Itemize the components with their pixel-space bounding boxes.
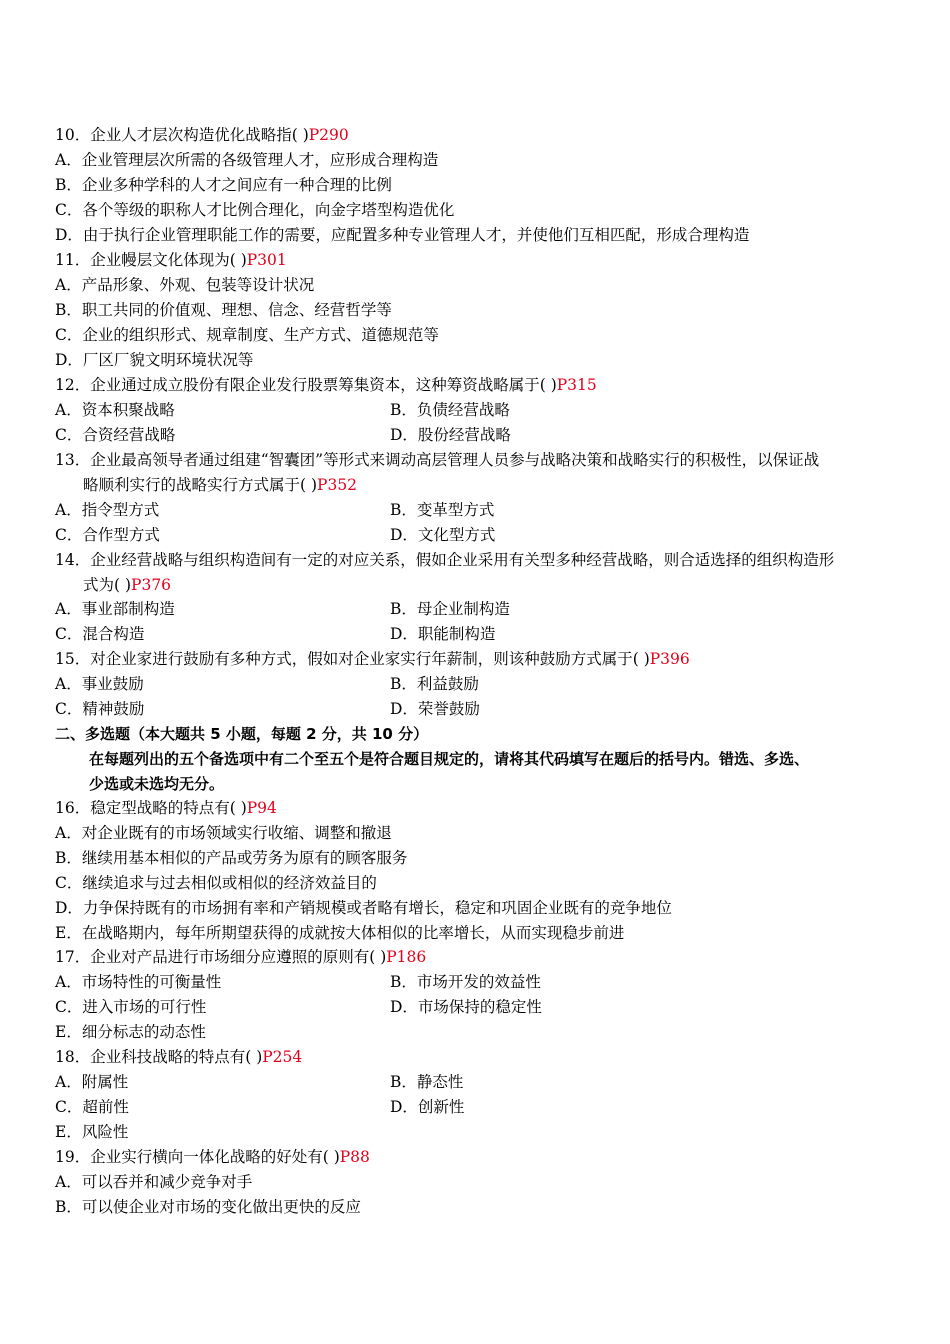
question-13-option-c: C．合作型方式 (55, 526, 160, 544)
page-ref: P352 (317, 476, 358, 494)
question-15-option-c: C．精神鼓励 (55, 700, 145, 718)
question-11-option-d: D．厂区厂貌文明环境状况等 (55, 351, 254, 369)
question-14-option-a: A．事业部制构造 (55, 600, 175, 618)
question-18-option-e: E．风险性 (55, 1123, 129, 1141)
question-11-stem (55, 248, 287, 273)
section-instructions-cont: 少选或未选均无分。 (89, 775, 225, 793)
stem-text: 略顺利实行的战略实行方式属于( ) (83, 476, 318, 494)
question-10-option-b: B．企业多种学科的人才之间应有一种合理的比例 (55, 176, 392, 194)
question-17-option-b: B．市场开发的效益性 (390, 973, 541, 991)
question-12-option-a: A．资本积聚战略 (55, 401, 175, 419)
question-18-option-c: C．超前性 (55, 1098, 129, 1116)
question-14-stem-cont (83, 573, 171, 598)
question-19-stem (55, 1145, 370, 1170)
page-ref: P376 (131, 576, 172, 594)
question-14-option-d: D．职能制构造 (390, 625, 496, 643)
question-10-option-a: A．企业管理层次所需的各级管理人才，应形成合理构造 (55, 151, 439, 169)
stem-text: 11．企业幔层文化体现为( ) (55, 251, 247, 269)
page-ref: P315 (556, 376, 597, 394)
question-10-option-c: C．各个等级的职称人才比例合理化，向金字塔型构造优化 (55, 201, 455, 219)
question-12-stem (55, 373, 597, 398)
question-19-option-a: A．可以吞并和减少竞争对手 (55, 1173, 253, 1191)
section-heading: 二、多选题（本大题共 5 小题，每题 2 分，共 10 分） (55, 725, 429, 743)
question-16-option-d: D．力争保持既有的市场拥有率和产销规模或者略有增长，稳定和巩固企业既有的竞争地位 (55, 899, 672, 917)
question-15-option-a: A．事业鼓励 (55, 675, 144, 693)
page-ref: P94 (246, 799, 277, 817)
stem-text: 12．企业通过成立股份有限企业发行股票筹集资本，这种筹资战略属于( ) (55, 376, 557, 394)
question-10-option-d: D．由于执行企业管理职能工作的需要，应配置多种专业管理人才，并使他们互相匹配，形成合理构造 (55, 226, 750, 244)
question-11-option-b: B．职工共同的价值观、理想、信念、经营哲学等 (55, 301, 392, 319)
stem-text: 10．企业人才层次构造优化战略指( ) (55, 126, 309, 144)
question-16-option-b: B．继续用基本相似的产品或劳务为原有的顾客服务 (55, 849, 408, 867)
question-14-stem: 14．企业经营战略与组织构造间有一定的对应关系，假如企业采用有关型多种经营战略，则合适选择的组织构造形 (55, 551, 835, 569)
question-16-option-a: A．对企业既有的市场领域实行收缩、调整和撤退 (55, 824, 392, 842)
question-18-stem (55, 1045, 302, 1070)
page-ref: P88 (339, 1148, 370, 1166)
question-17-option-e: E．细分标志的动态性 (55, 1023, 206, 1041)
question-12-option-c: C．合资经营战略 (55, 426, 176, 444)
question-16-option-e: E．在战略期内，每年所期望获得的成就按大体相似的比率增长，从而实现稳步前进 (55, 924, 625, 942)
question-16-option-c: C．继续追求与过去相似或相似的经济效益目的 (55, 874, 377, 892)
question-14-option-b: B．母企业制构造 (390, 600, 510, 618)
question-17-stem (55, 945, 426, 970)
question-13-option-a: A．指令型方式 (55, 501, 160, 519)
section-instructions: 在每题列出的五个备选项中有二个至五个是符合题目规定的，请将其代码填写在题后的括号内。错选、多选、 (89, 750, 810, 768)
question-17-option-a: A．市场特性的可衡量性 (55, 973, 222, 991)
page-ref: P290 (308, 126, 349, 144)
question-10-stem (55, 123, 349, 148)
question-12-option-b: B．负债经营战略 (390, 401, 510, 419)
stem-text: 式为( ) (83, 576, 132, 594)
question-13-option-d: D．文化型方式 (390, 526, 496, 544)
question-17-option-d: D．市场保持的稳定性 (390, 998, 542, 1016)
question-13-option-b: B．变革型方式 (390, 501, 495, 519)
question-15-option-b: B．利益鼓励 (390, 675, 479, 693)
page-ref: P186 (386, 948, 427, 966)
page-ref: P254 (262, 1048, 303, 1066)
page-ref: P396 (649, 650, 690, 668)
question-11-option-c: C．企业的组织形式、规章制度、生产方式、道德规范等 (55, 326, 439, 344)
question-13-stem-cont (83, 473, 357, 498)
question-15-stem (55, 647, 690, 672)
question-18-option-a: A．附属性 (55, 1073, 129, 1091)
stem-text: 17．企业对产品进行市场细分应遵照的原则有( ) (55, 948, 387, 966)
question-15-option-d: D．荣誉鼓励 (390, 700, 480, 718)
question-13-stem: 13．企业最高领导者通过组建“智囊团”等形式来调动高层管理人员参与战略决策和战略实行的积极性，以保证战 (55, 451, 820, 469)
question-12-option-d: D．股份经营战略 (390, 426, 511, 444)
question-19-option-b: B．可以使企业对市场的变化做出更快的反应 (55, 1198, 361, 1216)
question-18-option-b: B．静态性 (390, 1073, 464, 1091)
stem-text: 19．企业实行横向一体化战略的好处有( ) (55, 1148, 340, 1166)
question-14-option-c: C．混合构造 (55, 625, 145, 643)
question-17-option-c: C．进入市场的可行性 (55, 998, 207, 1016)
stem-text: 18．企业科技战略的特点有( ) (55, 1048, 263, 1066)
stem-text: 15．对企业家进行鼓励有多种方式，假如对企业家实行年薪制，则该种鼓励方式属于( ) (55, 650, 650, 668)
question-16-stem (55, 796, 277, 821)
question-18-option-d: D．创新性 (390, 1098, 465, 1116)
page-ref: P301 (246, 251, 287, 269)
question-11-option-a: A．产品形象、外观、包装等设计状况 (55, 276, 315, 294)
stem-text: 16．稳定型战略的特点有( ) (55, 799, 247, 817)
